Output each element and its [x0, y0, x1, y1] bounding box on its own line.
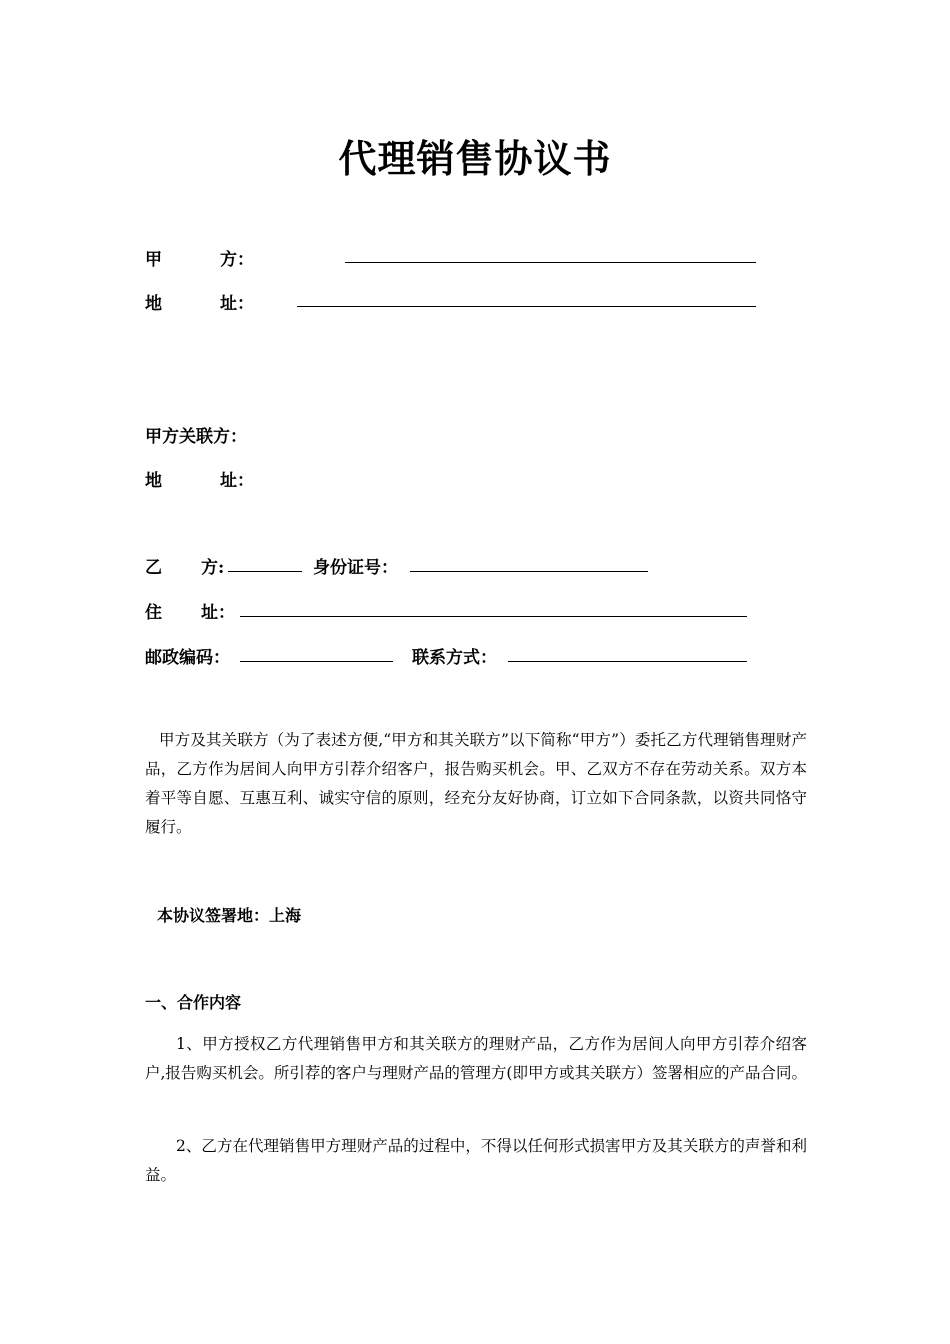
party-a-label-char1: 甲 [145, 250, 162, 270]
party-b-label-char2: 方: [201, 558, 225, 578]
party-b-residence-label-char2: 址： [201, 603, 235, 623]
related-party-label: 甲方关联方： [145, 427, 247, 447]
postal-code-label: 邮政编码： [145, 648, 230, 668]
postal-code-blank-line[interactable] [240, 661, 393, 662]
contact-label: 联系方式： [412, 648, 497, 668]
party-b-id-blank-line[interactable] [410, 571, 648, 572]
party-b-residence-label-char1: 住 [145, 603, 162, 623]
section-1-clause-1: 1、甲方授权乙方代理销售甲方和其关联方的理财产品，乙方作为居间人向甲方引荐介绍客户,报告购买机会。所引荐的客户与理财产品的管理方(即甲方或其关联方）签署相应的产品合同。 [145, 1035, 807, 1082]
section-1-heading: 一、合作内容 [145, 993, 242, 1012]
party-b-name-blank-line[interactable] [228, 571, 302, 572]
party-a-address-blank-line[interactable] [297, 306, 756, 307]
party-b-residence-blank-line[interactable] [240, 616, 747, 617]
party-a-blank-line[interactable] [345, 262, 756, 263]
related-address-label-char2: 址： [220, 471, 254, 491]
contact-blank-line[interactable] [508, 661, 747, 662]
party-a-label-char2: 方： [220, 250, 254, 270]
section-1-clause-2: 2、乙方在代理销售甲方理财产品的过程中，不得以任何形式损害甲方及其关联方的声誉和利益。 [145, 1137, 807, 1184]
party-a-address-label-char1: 地 [145, 294, 162, 314]
party-a-address-label-char2: 址： [220, 294, 254, 314]
intro-paragraph: 甲方及其关联方（为了表述方便,“甲方和其关联方”以下简称“甲方”）委托乙方代理销售理财产品，乙方作为居间人向甲方引荐介绍客户，报告购买机会。甲、乙双方不存在劳动关系。双方本着平等自愿、互惠互利、诚实守信的原则，经充分友好协商，订立如下合同条款，以资共同恪守履行。 [145, 731, 807, 836]
related-address-label-char1: 地 [145, 471, 162, 491]
party-b-label-char1: 乙 [145, 558, 162, 578]
party-b-id-label: 身份证号： [313, 558, 398, 578]
document-title: 代理销售协议书 [338, 137, 612, 181]
signing-place: 本协议签署地：上海 [157, 906, 302, 925]
